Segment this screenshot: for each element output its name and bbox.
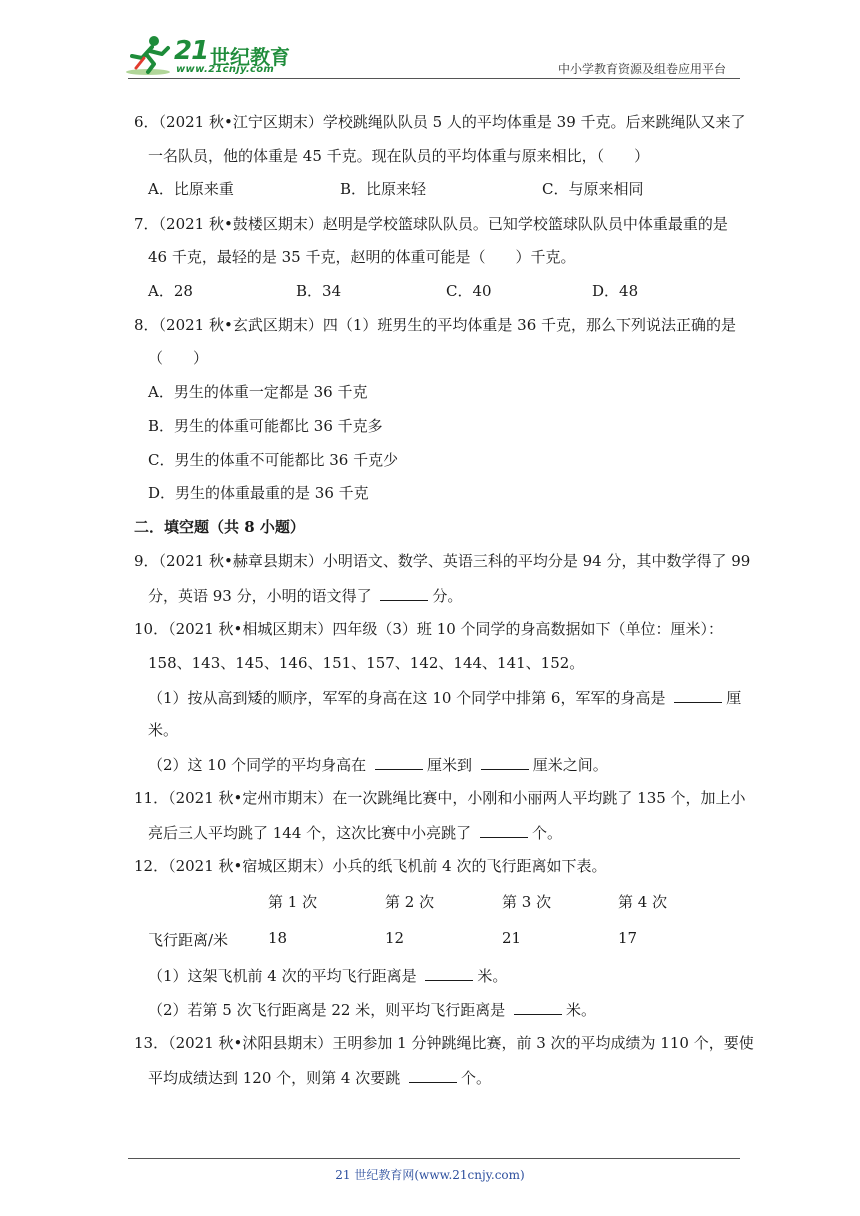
q13-line2 <box>148 1067 491 1088</box>
answer-blank[interactable] <box>425 965 473 981</box>
q10-sub1 <box>148 687 741 708</box>
q8-line2: （ ） <box>148 349 209 367</box>
section-title: 二．填空题（共 8 小题） <box>134 518 305 536</box>
table-cell: 17 <box>618 929 638 947</box>
q10-line2: 158、143、145、146、151、157、142、144、141、152。 <box>148 654 585 672</box>
answer-blank[interactable] <box>480 822 528 838</box>
q9-line1: 9．（2021 秋•赫章县期末）小明语文、数学、英语三科的平均分是 94 分，其中数学得了 99 <box>134 552 751 570</box>
q13-line1: 13．（2021 秋•沭阳县期末）王明参加 1 分钟跳绳比赛，前 3 次的平均成绩为 110 个，要使 <box>134 1034 754 1052</box>
table-cell: 12 <box>385 929 405 947</box>
q11-text-b: 个。 <box>531 824 562 842</box>
answer-blank[interactable] <box>674 687 722 703</box>
runner-logo-icon <box>124 34 176 78</box>
q10-line1: 10．（2021 秋•相城区期末）四年级（3）班 10 个同学的身高数据如下（单位：厘米）： <box>134 620 724 638</box>
q6-option-c: C．与原来相同 <box>542 180 644 198</box>
q7-line1: 7．（2021 秋•鼓楼区期末）赵明是学校篮球队队员。已知学校篮球队队员中体重最重的是 <box>134 215 728 233</box>
q10-sub2-text-a: （2）这 10 个同学的平均身高在 <box>148 756 371 774</box>
q12-sub1-text-b: 米。 <box>477 967 508 985</box>
q6-line1: 6．（2021 秋•江宁区期末）学校跳绳队队员 5 人的平均体重是 39 千克。后来跳绳队又来了 <box>134 113 746 131</box>
q12-sub2-text-a: （2）若第 5 次飞行距离是 22 米，则平均飞行距离是 <box>148 1001 511 1019</box>
table-header: 第 4 次 <box>618 893 668 911</box>
logo-number: 21 <box>174 36 209 66</box>
answer-blank[interactable] <box>514 999 562 1015</box>
q8-line1: 8．（2021 秋•玄武区期末）四（1）班男生的平均体重是 36 千克，那么下列说法正确的是 <box>134 316 737 334</box>
q11-line1: 11．（2021 秋•定州市期末）在一次跳绳比赛中，小刚和小丽两人平均跳了 135 个，加上小 <box>134 789 746 807</box>
q10-sub2-text-b: 厘米到 <box>426 756 477 774</box>
q7-option-c: C．40 <box>446 282 492 300</box>
q9-text-a: 分，英语 93 分，小明的语文得了 <box>148 587 377 605</box>
q11-line2 <box>148 822 562 843</box>
table-row-label: 飞行距离/米 <box>148 931 229 949</box>
q10-sub2 <box>148 754 608 775</box>
table-cell: 21 <box>502 929 522 947</box>
site-logo <box>124 34 294 80</box>
q12-sub1 <box>148 965 507 986</box>
q7-option-b: B．34 <box>296 282 342 300</box>
q13-text-a: 平均成绩达到 120 个，则第 4 次要跳 <box>148 1069 406 1087</box>
answer-blank[interactable] <box>380 585 428 601</box>
q12-sub2 <box>148 999 596 1020</box>
q10-sub1-text-b: 厘 <box>726 689 742 707</box>
q9-line2 <box>148 585 462 606</box>
table-header: 第 2 次 <box>385 893 435 911</box>
q6-line2: 一名队员，他的体重是 45 千克。现在队员的平均体重与原来相比，（ ） <box>148 147 650 165</box>
table-header: 第 3 次 <box>502 893 552 911</box>
q11-text-a: 亮后三人平均跳了 144 个，这次比赛中小亮跳了 <box>148 824 476 842</box>
footer-divider <box>128 1158 740 1159</box>
answer-blank[interactable] <box>375 754 423 770</box>
q10-sub1-text-a: （1）按从高到矮的顺序，军军的身高在这 10 个同学中排第 6，军军的身高是 <box>148 689 671 707</box>
table-cell: 18 <box>268 929 288 947</box>
logo-text: 世纪教育 <box>210 45 290 69</box>
q6-option-b: B．比原来轻 <box>340 180 427 198</box>
header-slogan: 中小学教育资源及组卷应用平台 <box>557 62 726 76</box>
q7-option-d: D．48 <box>592 282 639 300</box>
q7-option-a: A．28 <box>148 282 193 300</box>
q8-option-b: B．男生的体重可能都比 36 千克多 <box>148 417 383 435</box>
q12-line1: 12．（2021 秋•宿城区期末）小兵的纸飞机前 4 次的飞行距离如下表。 <box>134 857 607 875</box>
q12-sub2-text-b: 米。 <box>566 1001 597 1019</box>
q12-sub1-text-a: （1）这架飞机前 4 次的平均飞行距离是 <box>148 967 422 985</box>
footer-link[interactable]: 21 世纪教育网(www.21cnjy.com) <box>335 1168 525 1182</box>
logo-url: www.21cnjy.com <box>176 64 275 75</box>
header-divider <box>128 78 740 79</box>
table-header: 第 1 次 <box>268 893 318 911</box>
q10-sub2-text-c: 厘米之间。 <box>532 756 608 774</box>
q6-option-a: A．比原来重 <box>148 180 234 198</box>
answer-blank[interactable] <box>409 1067 457 1083</box>
q8-option-d: D．男生的体重最重的是 36 千克 <box>148 484 369 502</box>
q8-option-c: C．男生的体重不可能都比 36 千克少 <box>148 451 399 469</box>
answer-blank[interactable] <box>481 754 529 770</box>
q13-text-b: 个。 <box>461 1069 492 1087</box>
q9-text-b: 分。 <box>432 587 463 605</box>
q8-option-a: A．男生的体重一定都是 36 千克 <box>148 383 368 401</box>
q7-line2: 46 千克，最轻的是 35 千克，赵明的体重可能是（ ）千克。 <box>148 248 576 266</box>
q10-sub1-cont: 米。 <box>148 721 179 739</box>
